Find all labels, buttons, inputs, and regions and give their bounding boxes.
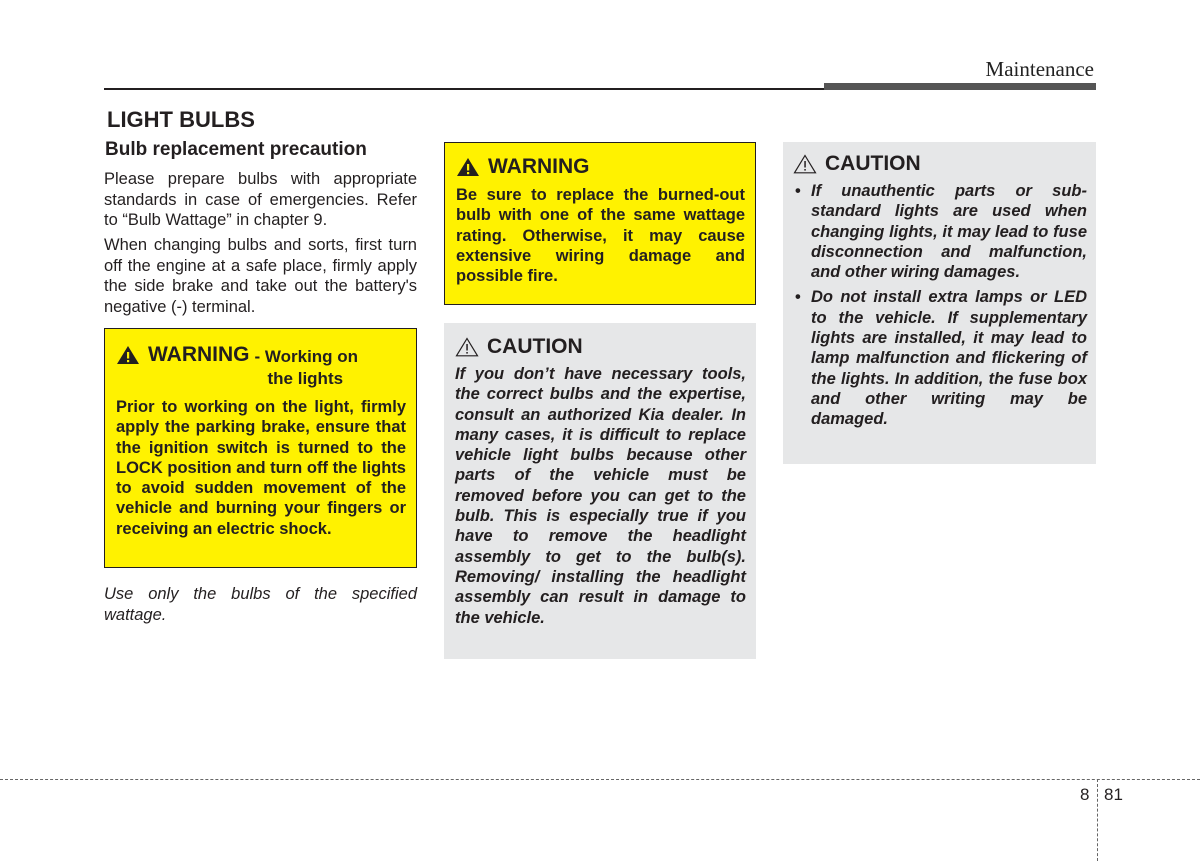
header-rule-accent [824,83,1096,90]
warning-subheading [255,346,359,390]
caution-text: If you don’t have necessary tools, the correct bulbs and the expertise, consult an authorized Kia dealer. In many cases, it is difficult to replace vehicle light bulbs because other parts of the vehicle must be removed before you can get to the bulb. This is especially true if you have to remove the headlight assembly to get to the bulb(s). Removing/ installing the headlight assembly can result in damage to the vehicle. [455,365,746,627]
caution-box-unauthentic-parts [783,142,1096,464]
caution-triangle-icon [793,154,817,174]
warning-text: Be sure to replace the burned-out bulb with one of the same wattage rating. Otherwise, it may cause extensive wiring damage and possible fire. [456,186,745,286]
page-title: LIGHT BULBS [107,107,255,132]
page-number: 81 [1104,785,1123,804]
warning-box-working-on-lights [104,328,417,568]
warning-subheading-line2: the lights [267,369,344,388]
caution-box-necessary-tools [444,323,756,659]
note-specified-wattage: Use only the bulbs of the specified wattage. [104,585,417,624]
paragraph-bulb-standards: Please prepare bulbs with appropriate standards in case of emergencies. Refer to “Bulb Wattage” in chapter 9. [104,170,417,229]
warning-heading-row [456,155,745,179]
warning-heading: WARNING [148,343,250,366]
footer-page-divider [1097,779,1098,861]
section-header: Maintenance [985,57,1094,81]
caution-heading: CAUTION [825,152,921,175]
list-item: • If unauthentic parts or sub-standard lights are used when changing lights, it may lead to fuse disconnection and malfunction, and other wiring damages. [793,181,1087,282]
caution-heading: CAUTION [487,335,583,358]
warning-box-burned-out-bulb [444,142,756,305]
caution-heading-row [455,335,746,359]
list-item: • Do not install extra lamps or LED to the vehicle. If supplementary lights are installed, it may lead to lamp malfunction and flickering of the lights. In addition, the fuse box and other writing may be damaged. [793,287,1087,429]
warning-triangle-icon [456,157,480,177]
warning-triangle-icon [116,345,140,365]
caution-bullet-list [793,181,1087,430]
warning-subheading-line1: - Working on [254,347,359,366]
footer-divider [0,779,1200,780]
section-subtitle: Bulb replacement precaution [105,139,367,160]
chapter-number: 8 [1080,785,1090,804]
caution-heading-row [793,152,1087,176]
caution-triangle-icon [455,337,479,357]
paragraph-changing-bulbs: When changing bulbs and sorts, first turn off the engine at a safe place, firmly apply the side brake and take out the battery's negative (-) terminal. [104,236,417,316]
header-rule [104,88,824,90]
warning-heading: WARNING [488,155,590,178]
warning-heading-row [116,343,406,390]
warning-text: Prior to working on the light, firmly apply the parking brake, ensure that the ignition switch is turned to the LOCK position and turn off the lights to avoid sudden movement of the vehicle and burning your fingers or receiving an electric shock. [116,398,406,538]
